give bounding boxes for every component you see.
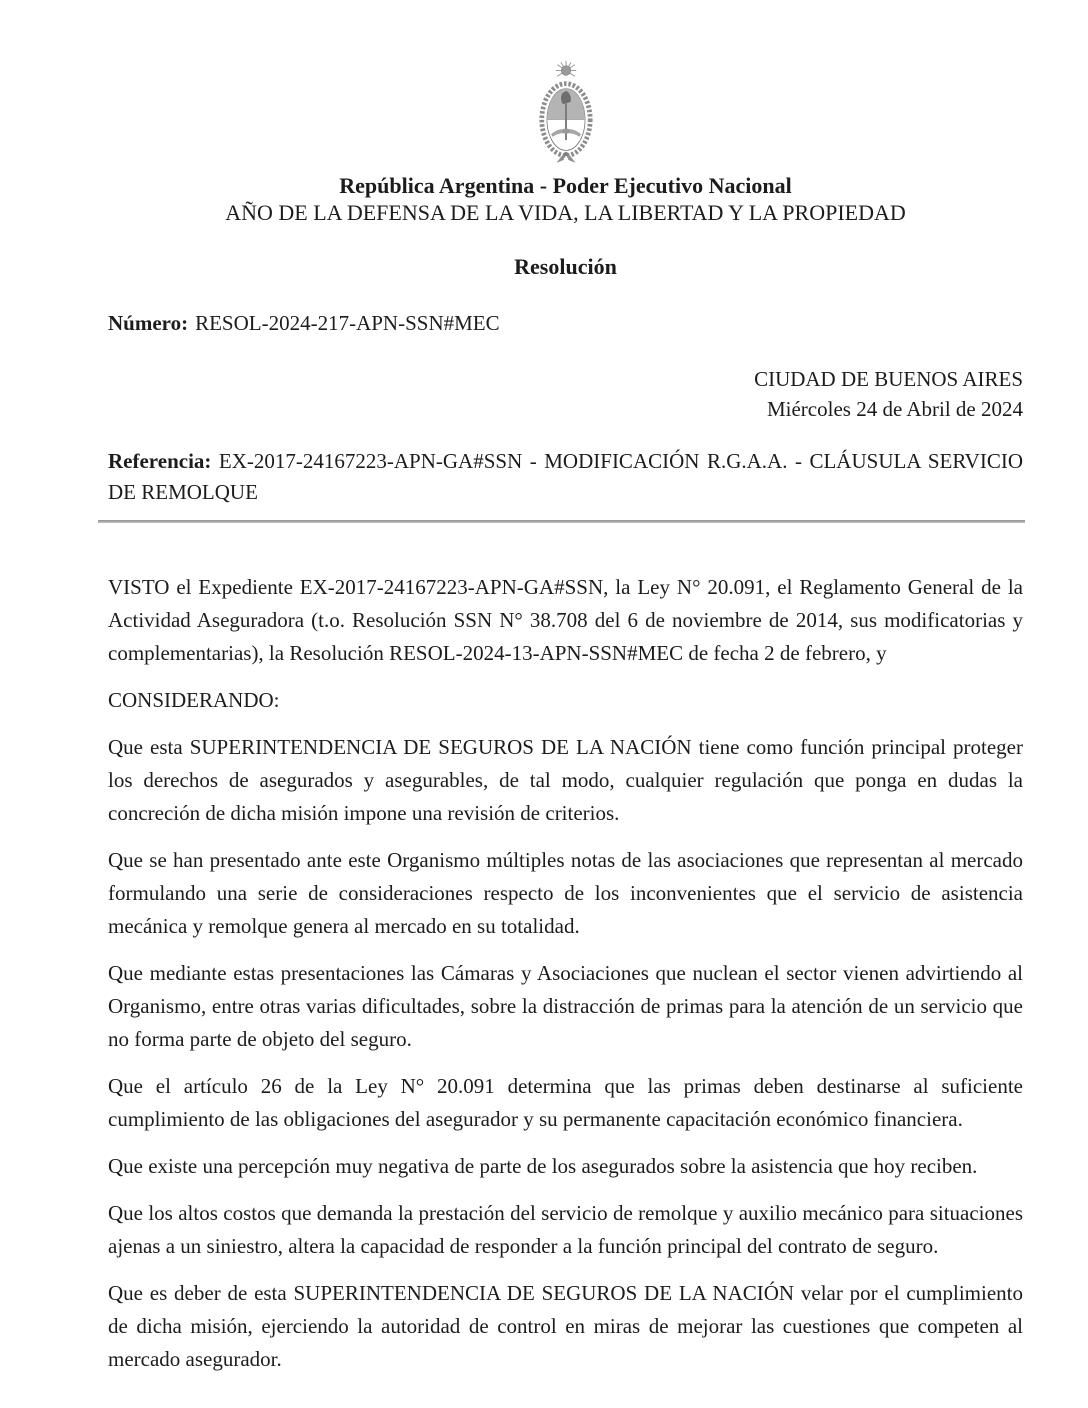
body-paragraph: Que los altos costos que demanda la prestación del servicio de remolque y auxilio mecánico para situaciones ajenas a un siniestro, altera la capacidad de responder a la función principal del contrato de seguro. bbox=[108, 1201, 1023, 1258]
document-header bbox=[108, 58, 1023, 280]
body-paragraph: Que el artículo 26 de la Ley N° 20.091 determina que las primas deben destinarse al suficiente cumplimiento de las obligaciones del asegurador y su permanente capacitación económico financiera. bbox=[108, 1074, 1023, 1131]
document-body bbox=[108, 571, 1023, 1376]
year-motto: AÑO DE LA DEFENSA DE LA VIDA, LA LIBERTAD Y LA PROPIEDAD bbox=[225, 200, 906, 225]
body-paragraph: Que mediante estas presentaciones las Cámaras y Asociaciones que nuclean el sector vienen advirtiendo al Organismo, entre otras varias dificultades, sobre la distracción de primas para la atención de un servicio que no forma parte de objeto del seguro. bbox=[108, 961, 1023, 1051]
number-label: Número: bbox=[108, 311, 189, 335]
body-paragraph: Que esta SUPERINTENDENCIA DE SEGUROS DE LA NACIÓN tiene como función principal proteger los derechos de asegurados y asegurables, de tal modo, cualquier regulación que ponga en dudas la concreción de dicha misión impone una revisión de criterios. bbox=[108, 735, 1023, 825]
number-value: RESOL-2024-217-APN-SSN#MEC bbox=[195, 311, 500, 335]
argentina-coat-of-arms-icon bbox=[529, 58, 603, 168]
visto-paragraph: VISTO el Expediente EX-2017-24167223-APN-GA#SSN, la Ley N° 20.091, el Reglamento General de la Actividad Aseguradora (t.o. Resolución SSN N° 38.708 del 6 de noviembre de 2014, sus modificatorias y complementarias), la Resolución RESOL-2024-13-APN-SSN#MEC de fecha 2 de febrero, y bbox=[108, 575, 1023, 665]
header-divider bbox=[98, 520, 1025, 523]
republic-title: República Argentina - Poder Ejecutivo Nacional bbox=[339, 173, 792, 198]
reference-label: Referencia: bbox=[108, 449, 212, 473]
body-paragraph: Que es deber de esta SUPERINTENDENCIA DE SEGUROS DE LA NACIÓN velar por el cumplimiento de dicha misión, ejerciendo la autoridad de control en miras de mejorar las cuestiones que competen al mercado asegurador. bbox=[108, 1281, 1023, 1371]
body-paragraph: Que existe una percepción muy negativa de parte de los asegurados sobre la asistencia que hoy reciben. bbox=[108, 1154, 978, 1178]
considerando-heading: CONSIDERANDO: bbox=[108, 688, 280, 712]
resolution-number-row bbox=[108, 308, 1023, 338]
city-line: CIUDAD DE BUENOS AIRES bbox=[754, 367, 1023, 391]
body-paragraph: Que se han presentado ante este Organismo múltiples notas de las asociaciones que representan al mercado formulando una serie de consideraciones respecto de los inconvenientes que el servicio de asistencia mecánica y remolque genera al mercado en su totalidad. bbox=[108, 848, 1023, 938]
date-line: Miércoles 24 de Abril de 2024 bbox=[766, 397, 1023, 421]
reference-value: EX-2017-24167223-APN-GA#SSN - MODIFICACIÓN R.G.A.A. - CLÁUSULA SERVICIO DE REMOLQUE bbox=[108, 449, 1023, 504]
reference-row bbox=[108, 446, 1023, 508]
document-type-title: Resolución bbox=[514, 254, 617, 279]
place-date-block bbox=[108, 364, 1023, 424]
